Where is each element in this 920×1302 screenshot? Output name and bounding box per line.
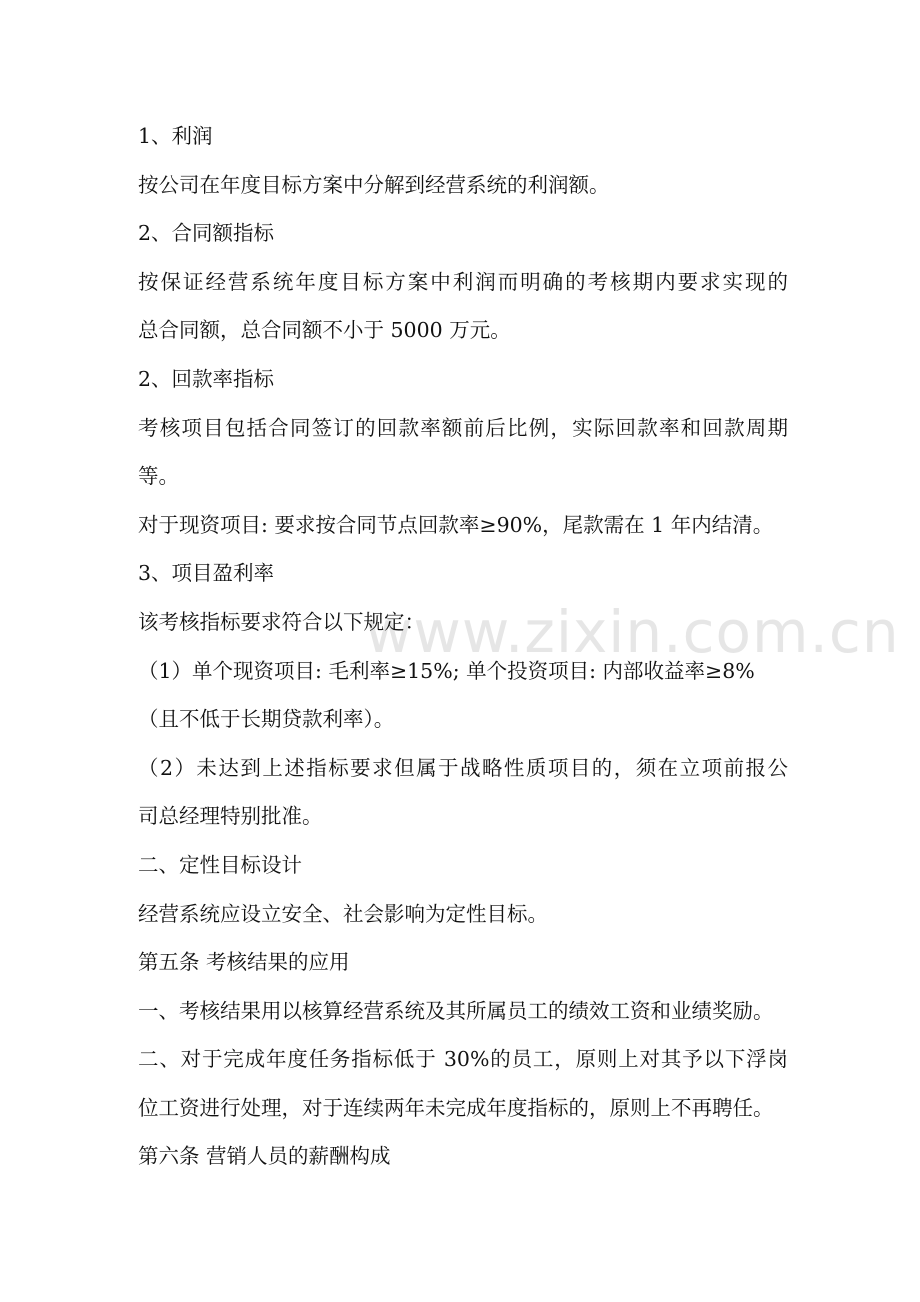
heading-profit: 1、利润	[138, 124, 213, 148]
heading-contract-amount: 2、合同额指标	[138, 221, 275, 246]
paragraph-collection-rate-line-2: 等。	[138, 464, 179, 489]
heading-project-profitability: 3、项目盈利率	[138, 561, 275, 586]
paragraph-contract-amount-line-1: 按保证经营系统年度目标方案中利润而明确的考核期内要求实现的	[138, 269, 788, 294]
list-item-1-line-1: （1）单个现资项目: 毛利率≥15%; 单个投资项目: 内部收益率≥8%	[138, 658, 755, 683]
paragraph-article-5-item-1: 一、考核结果用以核算经营系统及其所属员工的绩效工资和业绩奖励。	[138, 998, 774, 1023]
paragraph-qualitative-targets: 经营系统应设立安全、社会影响为定性目标。	[138, 901, 548, 926]
paragraph-profitability-intro: 该考核指标要求符合以下规定：	[138, 609, 425, 634]
heading-article-6: 第六条 营销人员的薪酬构成	[138, 1144, 391, 1169]
list-item-2-line-2: 司总经理特别批准。	[138, 804, 323, 829]
document-body	[138, 112, 788, 1181]
paragraph-profit: 按公司在年度目标方案中分解到经营系统的利润额。	[138, 172, 610, 197]
heading-article-5: 第五条 考核结果的应用	[138, 950, 350, 975]
paragraph-collection-rate-line-1: 考核项目包括合同签订的回款率额前后比例，实际回款率和回款周期	[138, 415, 788, 440]
paragraph-cash-project: 对于现资项目: 要求按合同节点回款率≥90%，尾款需在 1 年内结清。	[138, 512, 774, 537]
list-item-2-line-1: （2）未达到上述指标要求但属于战略性质项目的，须在立项前报公	[138, 755, 788, 780]
heading-collection-rate: 2、回款率指标	[138, 366, 275, 391]
paragraph-article-5-item-2-line-2: 位工资进行处理，对于连续两年未完成年度指标的，原则上不再聘任。	[138, 1095, 774, 1120]
list-item-1-line-2: （且不低于长期贷款利率）。	[138, 707, 395, 732]
paragraph-article-5-item-2-line-1: 二、对于完成年度任务指标低于 30%的员工，原则上对其予以下浮岗	[138, 1047, 788, 1072]
paragraph-contract-amount-line-2: 总合同额，总合同额不小于 5000 万元。	[138, 318, 511, 343]
watermark: www.zixin.com.cn	[365, 598, 900, 666]
heading-qualitative-targets: 二、定性目标设计	[138, 852, 302, 877]
